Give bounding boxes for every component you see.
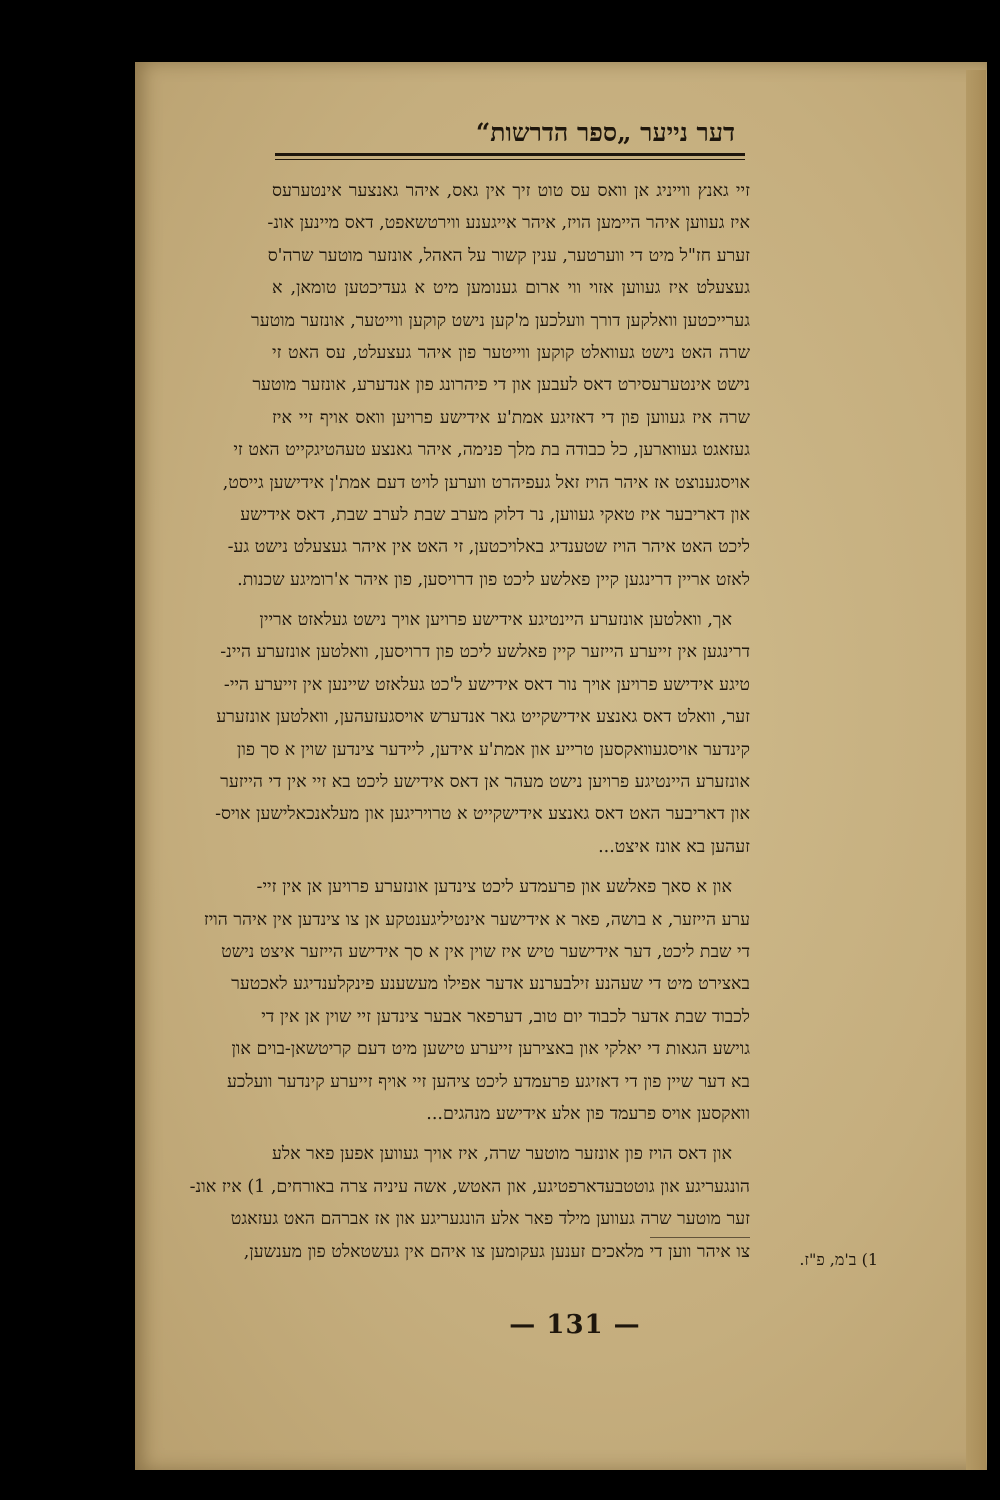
- text-line: איז געווען איהר היימען הויז, איהר אייגענע ווירטשאפט, דאס מיינען אונ-: [267, 213, 750, 234]
- text-line: זיי גאנץ ווייניג אן וואס עס טוט זיך אין גאס, איהר גאנצער אינטערעס: [272, 181, 750, 201]
- paragraph-gap: [272, 596, 750, 604]
- text-line: און א סאך פאלשע און פרעמדע ליכט צינדען אונזערע פרויען אן אין זיי-: [256, 877, 732, 898]
- footnote-rule: [650, 1237, 750, 1238]
- text-line: אונזערע היינטיגע פרויען נישט מעהר אן דאס אידישע ליכט בא זיי אין די הייזער: [220, 772, 750, 793]
- text-line: אך, וואלטען אונזערע היינטיגע אידישע פרויען אויך נישט געלאזט אריין: [259, 610, 732, 631]
- paragraph-gap: [272, 863, 750, 871]
- text-line: דרינגען אין זייערע הייזער קיין פאלשע ליכט פון דרויסען, וואלטען אונזערע היינ-: [220, 642, 750, 663]
- text-line: זערע חז"ל מיט די ווערטער, ענין קשור על האהל, אונזער מוטער שרה'ס: [267, 245, 750, 266]
- text-line: און דאריבער האט דאס גאנצע אידישקייט א טרויריגען און מעלאנכאלישען אויס-: [215, 804, 750, 825]
- text-line: זער מוטער שרה געווען מילד פאר אלע הונגעריגע און אז אברהם האט געזאגט: [230, 1209, 750, 1230]
- text-line: נישט אינטערעסירט דאס לעבען און די פיהרונג פון אנדערע, אונזער מוטער: [252, 375, 750, 396]
- paragraph-gap: [272, 1130, 750, 1138]
- text-line: טיגע אידישע פרויען אויך נור דאס אידישע ל'כט געלאזט שיינען אין זייערע היי-: [223, 674, 750, 695]
- text-line: געזאגט געווארען, כל כבודה בת מלך פנימה, איהר גאנצע טעהטיגקייט האט זי: [233, 440, 750, 461]
- text-line: הונגעריגע און גוטטבעדארפטיגע, און האטש, אשה עיניה צרה באורחים, 1) איז אונ-: [189, 1176, 750, 1197]
- text-line: אויסגענוצט אז איהר הויז זאל געפיהרט ווערען לויט דעם אמת'ן אידישען גייסט,: [222, 472, 750, 493]
- text-line: לכבוד שבת אדער לכבוד יום טוב, דערפאר אבער צינדען זיי שוין אן אין די: [261, 1006, 750, 1027]
- text-line: און דאס הויז פון אונזער מוטער שרה, איז אויך געווען אפען פאר אלע: [272, 1144, 732, 1165]
- text-line: געצעלט איז געווען אזוי ווי ארום גענומען מיט א געדיכטען טומאן, א: [272, 278, 750, 299]
- text-line: זער, וואלט דאס גאנצע אידישקייט גאר אנדערש אויסגעזעהען, וואלטען אונזערע: [216, 707, 750, 728]
- text-line: ליכט האט איהר הויז שטענדיג באלויכטען, זי האט אין איהר געצעלט נישט גע-: [227, 537, 750, 558]
- text-line: שרה איז געווען פון די דאזיגע אמת'ע אידישע פרויען וואס אויף זיי איז: [272, 407, 750, 428]
- text-line: און דאריבער איז טאקי געווען, נר דלוק מערב שבת לערב שבת, דאס אידישע: [240, 504, 750, 525]
- page-edge: [966, 70, 986, 1470]
- text-line: ערע הייזער, א בושה, פאר א אידישער אינטיליגענטקע אן צו צינדען אין איהר הויז: [203, 909, 750, 930]
- text-line: וואקסען אויס פרעמד פון אלע אידישע מנהגים...: [426, 1103, 750, 1124]
- text-line: זעהען בא אונז איצט...: [598, 836, 750, 857]
- text-line: בא דער שיין פון די דאזיגע פרעמדע ליכט ציהען זיי אויף זייערע קינדער וועלכע: [226, 1071, 750, 1092]
- text-line: באצירט מיט די שעהנע זילבערנע אדער אפילו מעשענע פינקלענדיגע לאכטער: [231, 974, 750, 995]
- text-line: שרה האט נישט געוואלט קוקען ווייטער פון איהר געצעלט, עס האט זי: [272, 342, 750, 363]
- header-rule-thin: [275, 159, 745, 160]
- header-rule-thick: [275, 153, 745, 156]
- body-text: [189, 175, 750, 1268]
- text-line: גוישע הגאות די יאלקי און באצירען זייערע טישען מיט דעם קריטשאן-בוים און: [231, 1039, 750, 1060]
- running-head: דער נייער „ספר הדרשות“: [475, 118, 735, 147]
- text-line: גערייכטען וואלקען דורך וועלכען מ'קען נישט קוקען ווייטער, אונזער מוטער: [251, 310, 750, 331]
- text-line: קינדער אויסגעוואקסען טרייע און אמת'ע אידען, ליידער צינדען שוין א סך פון: [236, 739, 750, 760]
- text-line: צו איהר ווען די מלאכים זענען געקומען צו איהם אין געשטאלט פון מענשען,: [243, 1241, 750, 1262]
- text-line: די שבת ליכט, דער אידישער טיש איז שוין אין א סך אידישע הייזער איצט נישט: [221, 941, 750, 962]
- text-line: לאזט אריין דרינגען קיין פאלשע ליכט פון דרויסען, פון איהר א'רומיגע שכנות.: [237, 569, 750, 590]
- footnote: 1) ב'מ, פ"ז.: [799, 1250, 878, 1269]
- page-number: — 131 —: [509, 1310, 641, 1340]
